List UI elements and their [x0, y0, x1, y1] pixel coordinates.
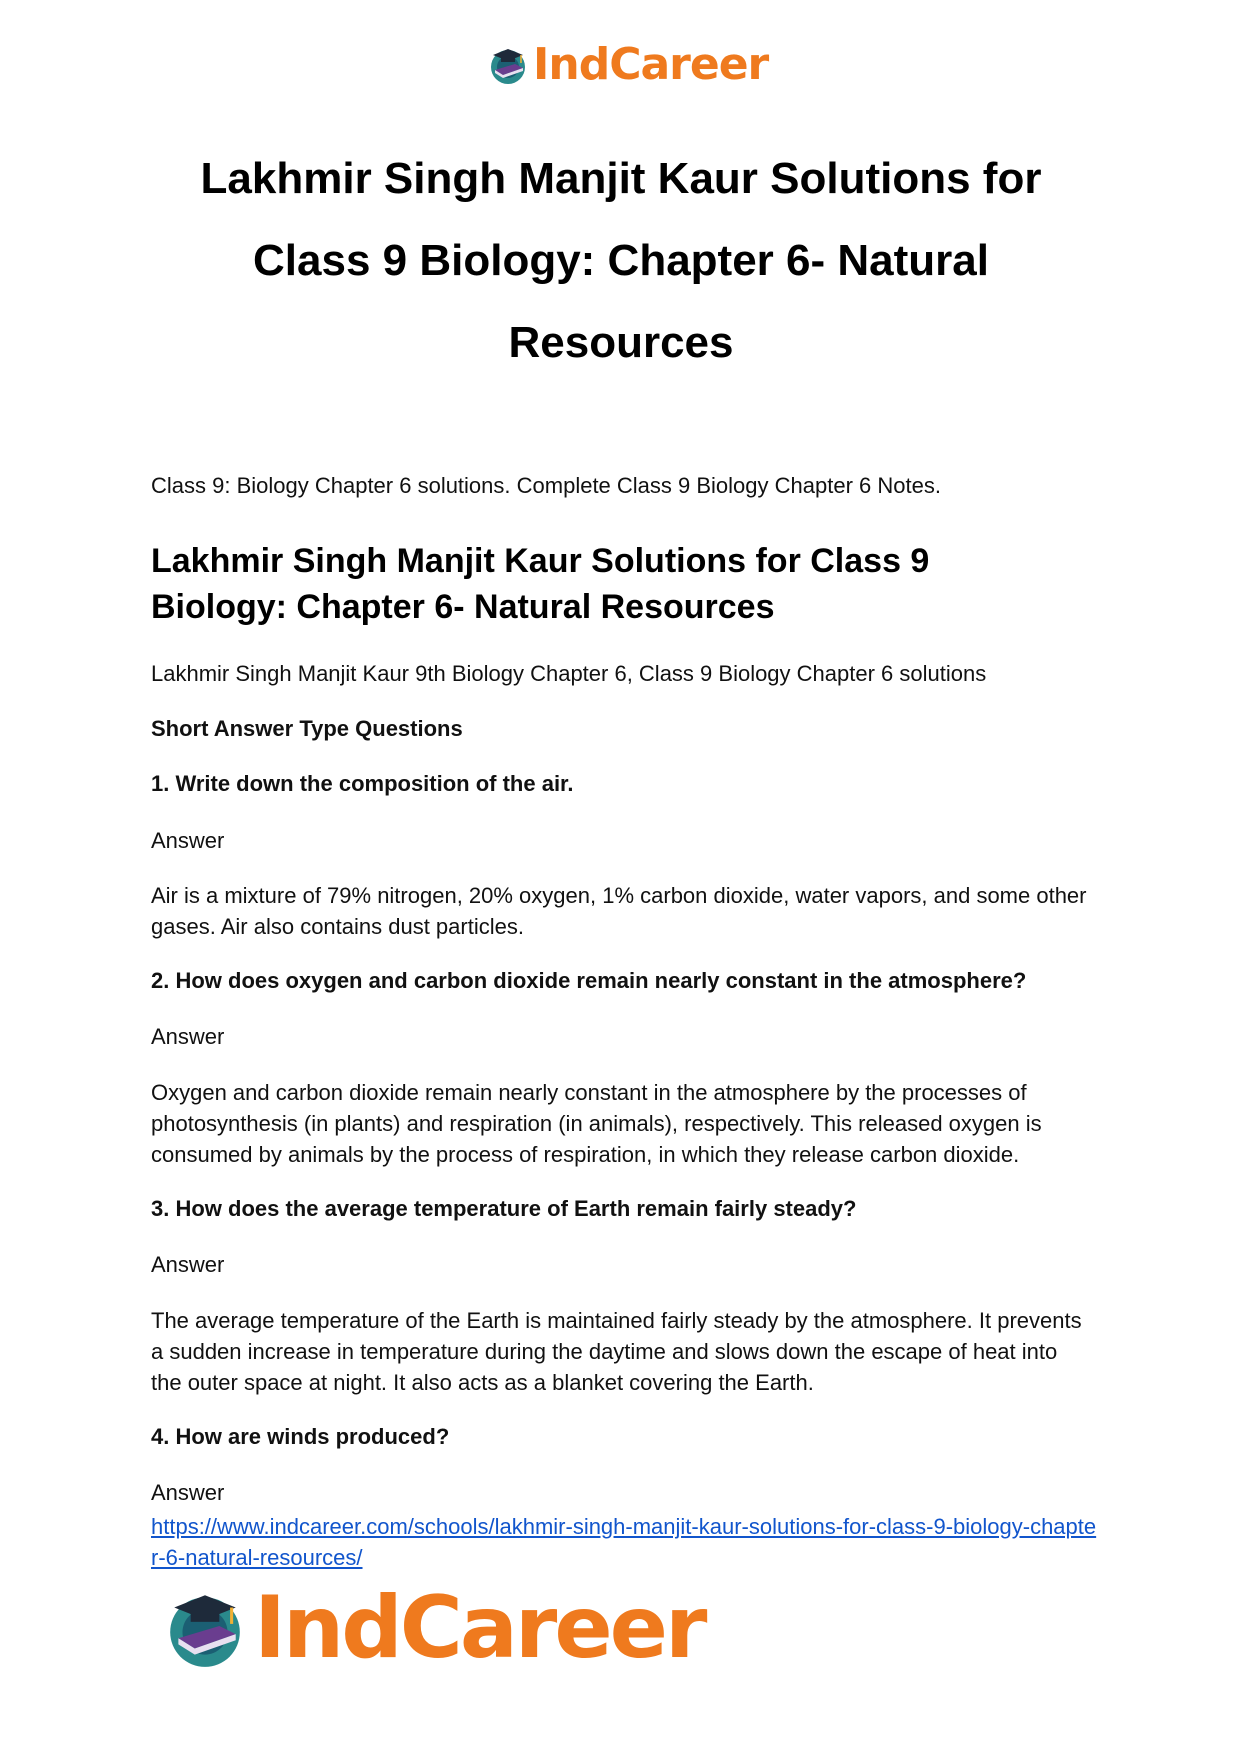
- graduation-cap-book-icon: [162, 1585, 248, 1671]
- answer-label-4: Answer: [151, 1480, 225, 1505]
- answer-1: Air is a mixture of 79% nitrogen, 20% oxygen, 1% carbon dioxide, water vapors, and some other gases. Air also contains dust particles.: [151, 883, 1087, 939]
- footer-logo[interactable]: [162, 1578, 705, 1678]
- question-3: 3. How does the average temperature of Earth remain fairly steady?: [151, 1196, 857, 1221]
- question-4: 4. How are winds produced?: [151, 1424, 450, 1449]
- answer-2: Oxygen and carbon dioxide remain nearly constant in the atmosphere by the processes of photosynthesis (in plants) and respiration (in animals), respectively. This released oxygen is consumed by animals by the process of respiration, in which they release carbon dioxide.: [151, 1080, 1042, 1167]
- brand-wordmark: IndCareer: [254, 1578, 705, 1678]
- answer-label-1: Answer: [151, 828, 225, 853]
- section-heading: Lakhmir Singh Manjit Kaur Solutions for Class 9 Biology: Chapter 6- Natural Resources: [151, 542, 930, 626]
- answer-3: The average temperature of the Earth is maintained fairly steady by the atmosphere. It prevents a sudden increase in temperature during the daytime and slows down the escape of heat into the outer space at night. It also acts as a blanket covering the Earth.: [151, 1308, 1082, 1395]
- answer-label-3: Answer: [151, 1252, 225, 1277]
- answer-label-2: Answer: [151, 1024, 225, 1049]
- source-url-link[interactable]: https://www.indcareer.com/schools/lakhmir-singh-manjit-kaur-solutions-for-class-9-biology-chapter-6-natural-resources/: [151, 1514, 1097, 1570]
- question-1: 1. Write down the composition of the air.: [151, 771, 574, 796]
- question-2: 2. How does oxygen and carbon dioxide remain nearly constant in the atmosphere?: [151, 968, 1027, 993]
- intro-text: Class 9: Biology Chapter 6 solutions. Complete Class 9 Biology Chapter 6 Notes.: [151, 473, 941, 498]
- page-title: Lakhmir Singh Manjit Kaur Solutions for Class 9 Biology: Chapter 6- Natural Resources: [200, 154, 1042, 367]
- header-logo[interactable]: [487, 40, 768, 90]
- section-label: Short Answer Type Questions: [151, 716, 463, 741]
- graduation-cap-book-icon: [487, 44, 529, 86]
- subtitle-text: Lakhmir Singh Manjit Kaur 9th Biology Chapter 6, Class 9 Biology Chapter 6 solutions: [151, 661, 987, 686]
- brand-wordmark: IndCareer: [533, 39, 769, 90]
